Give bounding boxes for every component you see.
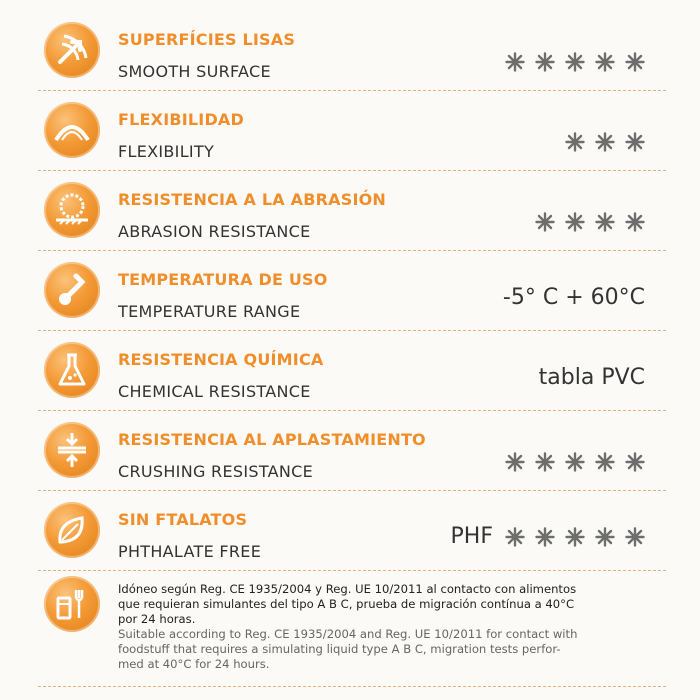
spec-title-en: FLEXIBILITY (118, 142, 215, 161)
star-rating (535, 212, 645, 232)
food-contact-es-line: por 24 horas. (118, 612, 196, 626)
star-icon (565, 52, 585, 72)
leaf-icon (44, 502, 100, 558)
abrasion-icon (44, 182, 100, 238)
star-icon (625, 52, 645, 72)
star-icon (595, 52, 615, 72)
food-contact-note (0, 570, 700, 700)
spec-title-es: RESISTENCIA A LA ABRASIÓN (118, 190, 386, 209)
star-icon (565, 452, 585, 472)
food-contact-es-line: Idóneo según Reg. CE 1935/2004 y Reg. UE 10/2011 al contacto con alimentos (118, 582, 577, 596)
star-icon (535, 452, 555, 472)
spec-title-en: CHEMICAL RESISTANCE (118, 382, 311, 401)
star-icon (535, 212, 555, 232)
divider (38, 686, 666, 687)
star-icon (535, 52, 555, 72)
chemical-value: tabla PVC (538, 365, 645, 390)
star-icon (625, 212, 645, 232)
phf-rating (451, 524, 645, 549)
spec-title-en: CRUSHING RESISTANCE (118, 462, 314, 481)
star-icon (625, 132, 645, 152)
spec-title-es: SUPERFÍCIES LISAS (118, 30, 296, 49)
spec-title-en: ABRASION RESISTANCE (118, 222, 311, 241)
star-icon (595, 527, 615, 547)
star-icon (625, 527, 645, 547)
spec-row-crushing (0, 410, 700, 490)
star-rating (505, 52, 645, 72)
star-icon (565, 212, 585, 232)
spec-row-chemical (0, 330, 700, 410)
spec-title-es: TEMPERATURA DE USO (118, 270, 328, 289)
flask-icon (44, 342, 100, 398)
star-rating (505, 527, 645, 547)
spec-row-temperature (0, 250, 700, 330)
food-contact-es-line: que requieran simulantes del tipo A B C, prueba de migración contínua a 40°C (118, 597, 575, 611)
food-contact-text (118, 582, 638, 672)
spec-title-es: RESISTENCIA QUÍMICA (118, 350, 324, 369)
spec-title-en: PHTHALATE FREE (118, 542, 262, 561)
food-contact-en-line: foodstuff that requires a simulating liquid type A B C, migration tests perfor- (118, 642, 561, 656)
spec-row-flexibility (0, 90, 700, 170)
spec-title-es: RESISTENCIA AL APLASTAMIENTO (118, 430, 426, 449)
spec-title-en: TEMPERATURE RANGE (118, 302, 301, 321)
star-icon (535, 527, 555, 547)
star-icon (505, 452, 525, 472)
spec-title-en: SMOOTH SURFACE (118, 62, 271, 81)
spec-row-smooth-surface (0, 10, 700, 90)
thermometer-icon (44, 262, 100, 318)
food-contact-en-line: med at 40°C for 24 hours. (118, 657, 270, 671)
food-contact-icon (44, 576, 100, 632)
spec-title-es: SIN FTALATOS (118, 510, 248, 529)
star-rating (565, 132, 645, 152)
star-icon (625, 452, 645, 472)
spec-title-es: FLEXIBILIDAD (118, 110, 244, 129)
star-icon (505, 52, 525, 72)
phf-label: PHF (450, 524, 493, 549)
food-contact-en-line: Suitable according to Reg. CE 1935/2004 and Reg. UE 10/2011 for contact with (118, 627, 578, 641)
smooth-surface-icon (44, 22, 100, 78)
spec-row-abrasion (0, 170, 700, 250)
temperature-value: -5° C + 60°C (502, 285, 645, 310)
star-icon (565, 132, 585, 152)
star-icon (505, 527, 525, 547)
star-icon (595, 132, 615, 152)
flexibility-icon (44, 102, 100, 158)
star-icon (595, 452, 615, 472)
star-icon (595, 212, 615, 232)
star-rating (505, 452, 645, 472)
spec-row-phthalate (0, 490, 700, 570)
crushing-icon (44, 422, 100, 478)
star-icon (565, 527, 585, 547)
